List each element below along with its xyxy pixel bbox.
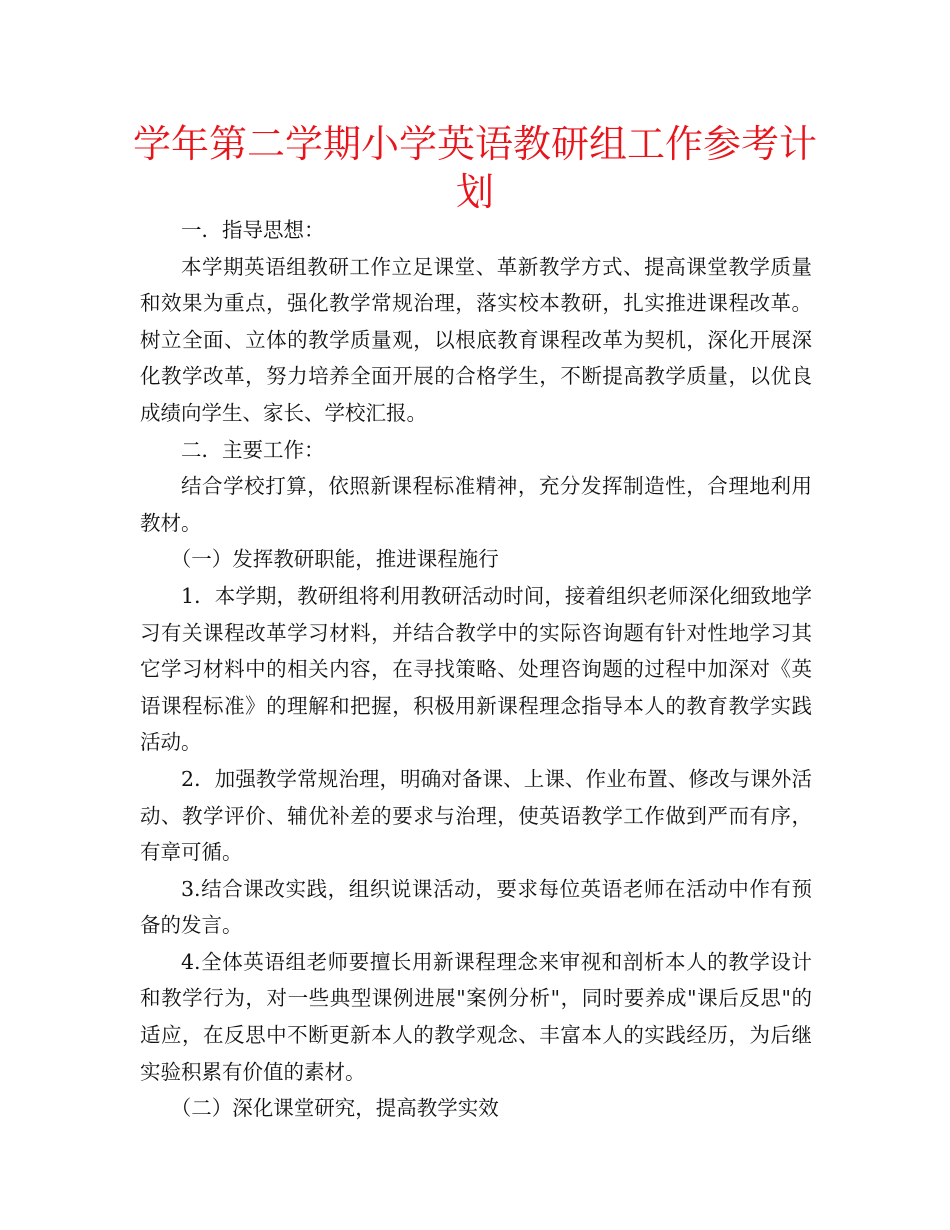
document-body bbox=[140, 212, 812, 1127]
document-title: 学年第二学期小学英语教研组工作参考计划 bbox=[132, 122, 817, 214]
section-heading-main-work: 二．主要工作： bbox=[181, 437, 325, 462]
list-item-4: 4.全体英语组老师要擅长用新课程理念来审视和剖析本人的教学设计和教学行为，对一些典型课例进展"案例分析"，同时要养成"课后反思"的适应，在反思中不断更新本人的教学观念、丰富本人的实践经历，为后继实验积累有价值的素材。 bbox=[140, 949, 812, 1084]
subsection-heading-2: （二）深化课堂研究，提高教学实效 bbox=[170, 1096, 499, 1121]
paragraph-guiding-ideology: 本学期英语组教研工作立足课堂、革新教学方式、提高课堂教学质量和效果为重点，强化教学常规治理，落实校本教研，扎实推进课程改革。树立全面、立体的教学质量观，以根底教育课程改革为契机，深化开展深化教学改革，努力培养全面开展的合格学生，不断提高教学质量，以优良成绩向学生、家长、学校汇报。 bbox=[140, 254, 812, 425]
paragraph-main-work-intro: 结合学校打算，依照新课程标准精神，充分发挥制造性，合理地利用教材。 bbox=[140, 474, 812, 535]
section-heading-guiding-ideology: 一．指导思想： bbox=[181, 218, 325, 242]
list-item-1: 1．本学期，教研组将利用教研活动时间，接着组织老师深化细致地学习有关课程改革学习材料，并结合教学中的实际咨询题有针对性地学习其它学习材料中的相关内容，在寻找策略、处理咨询题的过程中加深对《英语课程标准》的理解和把握，积极用新课程理念指导本人的教育教学实践活动。 bbox=[140, 583, 812, 755]
list-item-3: 3.结合课改实践，组织说课活动，要求每位英语老师在活动中作有预备的发言。 bbox=[140, 876, 812, 938]
subsection-heading-1: （一）发挥教研职能，推进课程施行 bbox=[170, 547, 499, 572]
list-item-2: 2．加强教学常规治理，明确对备课、上课、作业布置、修改与课外活动、教学评价、辅优补差的要求与治理，使英语教学工作做到严而有序，有章可循。 bbox=[140, 766, 812, 865]
